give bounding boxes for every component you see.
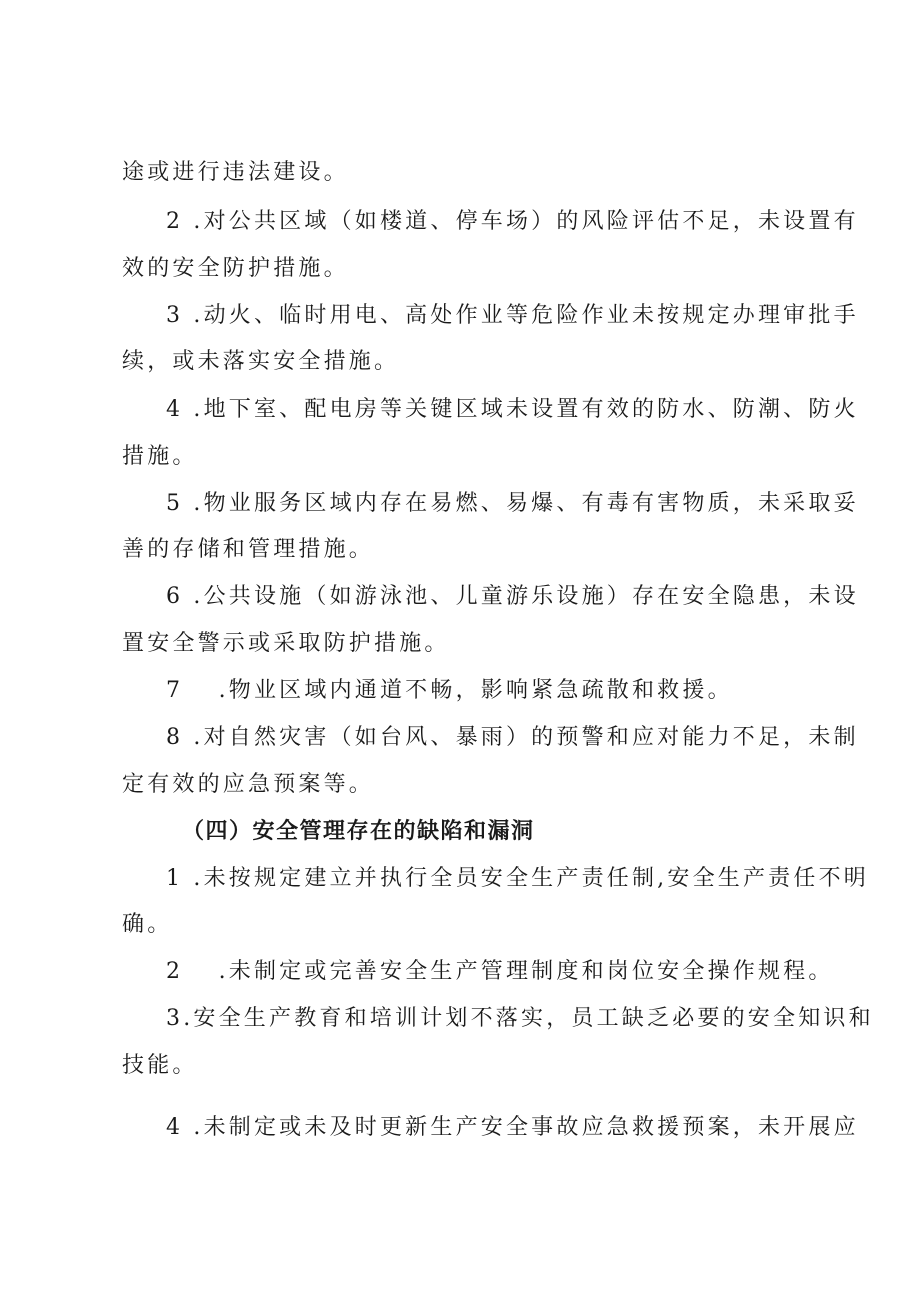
list-item-6: 6 .公共设施（如游泳池、儿童游乐设施）存在安全隐患，未设 — [166, 584, 859, 609]
text-line: 技能。 — [122, 1053, 198, 1078]
list-item-2: 2 .对公共区域（如楼道、停车场）的风险评估不足，未设置有 — [166, 209, 859, 234]
section-heading: （四）安全管理存在的缺陷和漏洞 — [182, 819, 535, 844]
list-item-1: 1 .未按规定建立并执行全员安全生产责任制,安全生产责任不明 — [166, 866, 869, 891]
list-item-5: 5 .物业服务区域内存在易燃、易爆、有毒有害物质，未采取妥 — [166, 491, 859, 516]
list-item-8: 8 .对自然灾害（如台风、暴雨）的预警和应对能力不足，未制 — [166, 725, 859, 750]
text-line: 续，或未落实安全措施。 — [122, 349, 400, 374]
text-line: 善的存储和管理措施。 — [122, 537, 375, 562]
text-line: 效的安全防护措施。 — [122, 256, 349, 281]
text-line: 确。 — [122, 912, 173, 937]
list-item-7: 7 .物业区域内通道不畅，影响紧急疏散和救援。 — [166, 678, 733, 703]
list-item-4: 4 .地下室、配电房等关键区域未设置有效的防水、防潮、防火 — [166, 397, 859, 422]
list-item-3: 3.安全生产教育和培训计划不落实，员工缺乏必要的安全知识和 — [166, 1006, 874, 1031]
list-item-4: 4 .未制定或未及时更新生产安全事故应急救援预案，未开展应 — [166, 1115, 859, 1140]
text-line: 途或进行违法建设。 — [122, 160, 349, 185]
list-item-3: 3 .动火、临时用电、高处作业等危险作业未按规定办理审批手 — [166, 303, 859, 328]
text-line: 定有效的应急预案等。 — [122, 772, 375, 797]
list-item-2: 2 .未制定或完善安全生产管理制度和岗位安全操作规程。 — [166, 959, 834, 984]
text-line: 置安全警示或采取防护措施。 — [122, 631, 450, 656]
text-line: 措施。 — [122, 444, 198, 469]
